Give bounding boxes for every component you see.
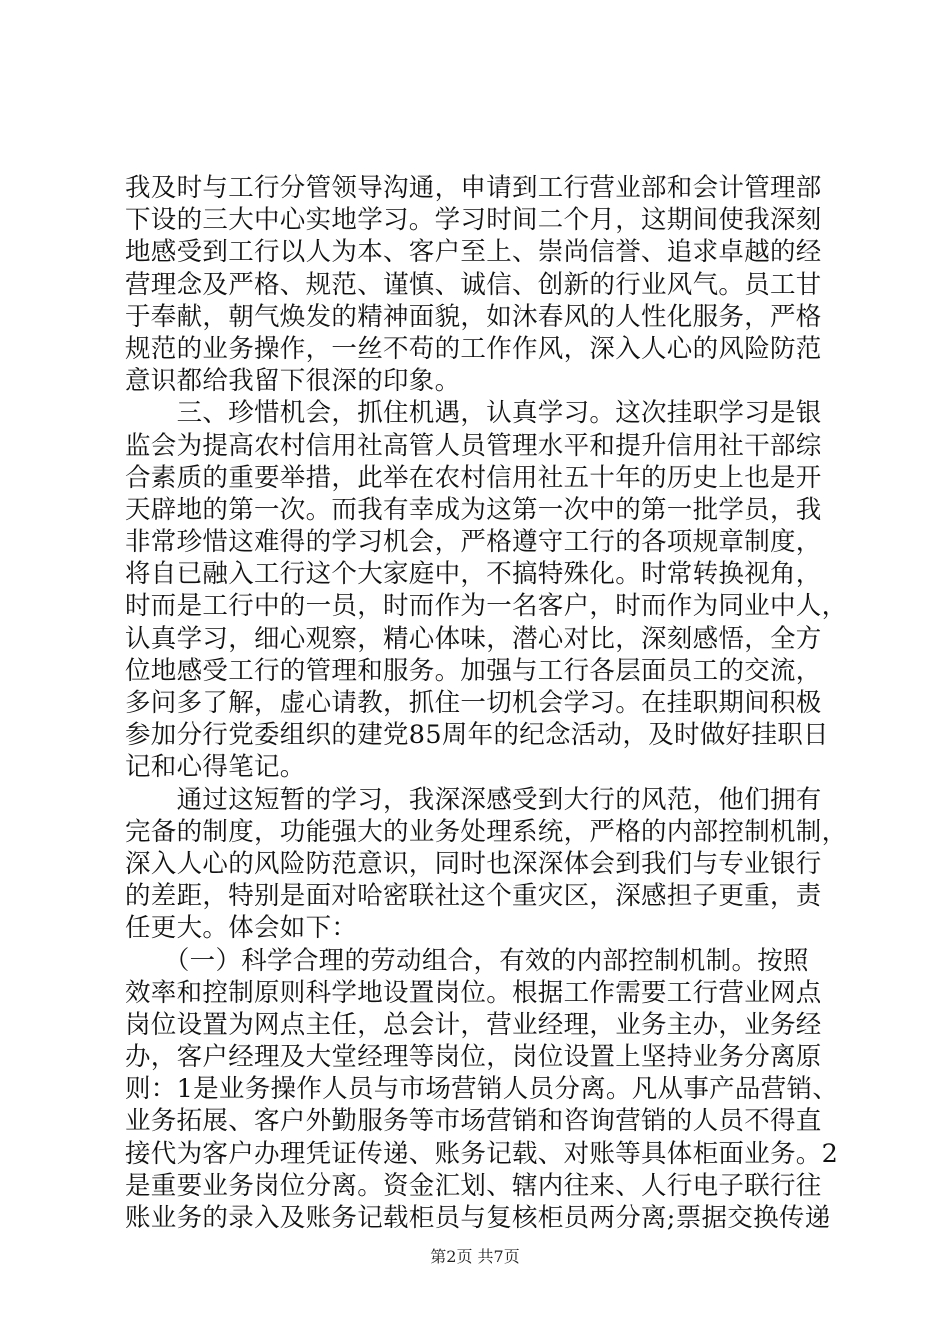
text-line: 监会为提高农村信用社高管人员管理水平和提升信用社干部综 (125, 430, 822, 461)
text-line: 于奉献，朝气焕发的精神面貌，如沐春风的人性化服务，严格 (125, 301, 822, 332)
document-body (125, 172, 848, 1234)
text-line: 是重要业务岗位分离。资金汇划、辖内往来、人行电子联行往 (125, 1170, 822, 1201)
page-number-footer: 第2页 共7页 (430, 1247, 520, 1266)
text-line: 天辟地的第一次。而我有幸成为这第一次中的第一批学员，我 (125, 494, 822, 525)
text-line: 办，客户经理及大堂经理等岗位，岗位设置上坚持业务分离原 (125, 1042, 822, 1073)
text-line: 认真学习，细心观察，精心体味，潜心对比，深刻感悟，全方 (125, 623, 822, 654)
text-line: 记和心得笔记。 (125, 752, 306, 783)
text-line: 效率和控制原则科学地设置岗位。根据工作需要工行营业网点 (125, 977, 822, 1008)
text-line: 将自已融入工行这个大家庭中，不搞特殊化。时常转换视角， (125, 559, 822, 590)
text-line: 地感受到工行以人为本、客户至上、崇尚信誉、追求卓越的经 (125, 237, 822, 268)
text-line: （一）科学合理的劳动组合，有效的内部控制机制。按照 (125, 945, 809, 976)
text-line: 合素质的重要举措，此举在农村信用社五十年的历史上也是开 (125, 462, 822, 493)
text-line: 参加分行党委组织的建党85周年的纪念活动，及时做好挂职日 (125, 720, 829, 751)
text-line: 通过这短暂的学习，我深深感受到大行的风范，他们拥有 (125, 784, 822, 815)
text-line: 位地感受工行的管理和服务。加强与工行各层面员工的交流， (125, 655, 822, 686)
text-line: 规范的业务操作，一丝不苟的工作作风，深入人心的风险防范 (125, 333, 822, 364)
text-line: 意识都给我留下很深的印象。 (125, 366, 461, 397)
text-line: 营理念及严格、规范、谨慎、诚信、创新的行业风气。员工甘 (125, 269, 822, 300)
text-line: 则：1是业务操作人员与市场营销人员分离。凡从事产品营销、 (125, 1074, 839, 1105)
text-line: 接代为客户办理凭证传递、账务记载、对账等具体柜面业务。2 (125, 1138, 839, 1169)
text-line: 时而是工行中的一员，时而作为一名客户，时而作为同业中人， (125, 591, 848, 622)
text-line: 三、珍惜机会，抓住机遇，认真学习。这次挂职学习是银 (125, 398, 822, 429)
text-line: 岗位设置为网点主任，总会计，营业经理，业务主办，业务经 (125, 1009, 822, 1040)
text-line: 我及时与工行分管领导沟通，申请到工行营业部和会计管理部 (125, 173, 822, 203)
text-line: 完备的制度，功能强大的业务处理系统，严格的内部控制机制， (125, 816, 848, 847)
text-line: 业务拓展、客户外勤服务等市场营销和咨询营销的人员不得直 (125, 1106, 822, 1137)
text-line: 非常珍惜这难得的学习机会，严格遵守工行的各项规章制度， (125, 527, 822, 558)
text-line: 深入人心的风险防范意识，同时也深深体会到我们与专业银行 (125, 848, 822, 879)
text-line: 任更大。体会如下： (125, 913, 358, 944)
text-line: 多问多了解，虚心请教，抓住一切机会学习。在挂职期间积极 (125, 688, 822, 718)
text-line: 账业务的录入及账务记载柜员与复核柜员两分离;票据交换传递 (125, 1203, 831, 1233)
text-line: 下设的三大中心实地学习。学习时间二个月，这期间使我深刻 (125, 205, 822, 236)
text-line: 的差距，特别是面对哈密联社这个重灾区，深感担子更重，责 (125, 881, 822, 912)
